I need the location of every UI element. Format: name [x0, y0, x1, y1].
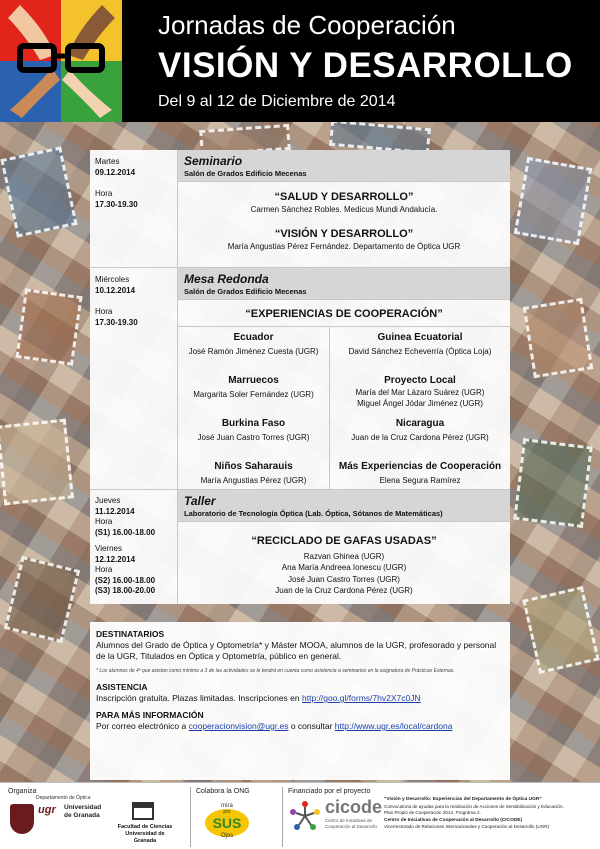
audience-text: Alumnos del Grado de Óptica y Optometría* y Máster MOOA, alumnos de la UGR, profesorado y personal de la UGR, Titulados en Óptica y Optometría, público en general. — [96, 640, 497, 661]
hour-value: (S2) 16.00-18.00 — [95, 575, 156, 585]
experience-name: Guinea Ecuatorial — [377, 332, 463, 343]
faculty-name — [115, 824, 175, 845]
experience-cell — [178, 370, 330, 413]
ong-word-por: por — [223, 809, 231, 815]
experience-cell — [178, 413, 330, 456]
session-content — [178, 150, 510, 267]
experience-cell — [330, 413, 510, 456]
faculty-line1: Facultad de Ciencias — [117, 824, 173, 830]
session-type: Taller — [184, 494, 216, 508]
ong-word-ojos: Ojos — [220, 833, 234, 839]
ugr-logo-text: ugr — [38, 804, 56, 816]
day-date: 11.12.2014 — [95, 506, 135, 516]
hour-label: Hora — [95, 565, 113, 574]
session-header — [178, 268, 510, 300]
info-box — [90, 622, 510, 780]
more-info-text: Por correo electrónico a — [96, 721, 187, 731]
experience-name: Marruecos — [228, 375, 279, 386]
funding-title: “Visión y Desarrollo: Experiencias del Departamento de Óptica UGR” — [384, 797, 542, 802]
hour-value: 17.30-19.30 — [95, 200, 138, 209]
faculty-building-icon — [132, 802, 154, 820]
more-info-or: o consultar — [290, 721, 333, 731]
workshop-person: Razvan Ghinea (UGR) — [303, 551, 385, 561]
experience-name: Burkina Faso — [221, 418, 286, 429]
session-heading: “EXPERIENCIAS DE COOPERACIÓN” — [178, 300, 510, 327]
organiza-label: Organiza — [8, 788, 37, 795]
financiado-label: Financiado por el proyecto — [288, 788, 371, 795]
funding-text — [384, 796, 594, 831]
experience-person: José Juan Castro Torres (UGR) — [197, 433, 310, 442]
photo-stamp — [513, 438, 592, 528]
attendance-heading: ASISTENCIA — [96, 682, 148, 692]
talk — [178, 214, 510, 251]
event-logo — [0, 0, 122, 122]
colabora-label: Colabora la ONG — [196, 788, 250, 795]
department-name: Departamento de Óptica — [36, 795, 91, 801]
session-place: Laboratorio de Tecnología Óptica (Lab. Óptica, Sótanos de Matemáticas) — [184, 509, 443, 518]
ong-word-sus: SUS — [212, 815, 242, 831]
schedule-row-mesa-redonda — [90, 267, 510, 489]
ong-word-mira: mira — [221, 803, 233, 809]
talk-speaker: María Angustias Pérez Fernández. Departamento de Óptica UGR — [227, 242, 461, 251]
day-column — [90, 490, 178, 604]
day-date: 10.12.2014 — [95, 286, 136, 295]
workshop-title: “RECICLADO DE GAFAS USADAS” — [251, 535, 437, 547]
experience-person: Juan de la Cruz Cardona Pérez (UGR) — [351, 433, 489, 442]
ugr-shield-icon — [10, 804, 34, 834]
photo-stamp — [15, 288, 82, 365]
hour-label: Hora — [95, 307, 113, 316]
photo-stamp — [0, 146, 77, 237]
day-name: Miércoles — [95, 275, 130, 284]
cicode-star-icon — [288, 799, 322, 833]
workshop — [178, 522, 510, 597]
faculty-line2: Universidad de Granada — [125, 831, 165, 844]
day-name: Martes — [95, 157, 120, 166]
session-content — [178, 268, 510, 489]
hour-label: Hora — [95, 517, 113, 526]
experience-cell — [330, 327, 510, 370]
photo-stamp — [522, 586, 600, 674]
session-type: Seminario — [184, 154, 243, 168]
ugr-univ-line1: Universidad — [64, 804, 102, 811]
experience-person: Elena Segura Ramírez — [379, 476, 461, 485]
event-title: VISIÓN Y DESARROLLO — [158, 46, 573, 85]
website-link[interactable]: http://www.ugr.es/local/cardona — [334, 721, 453, 731]
event-dates: Del 9 al 12 de Diciembre de 2014 — [158, 93, 396, 110]
header-banner — [0, 0, 600, 122]
funding-line: Vicerrectorado de Relaciones Internacionales y Cooperación al Desarrollo (UGR) — [384, 824, 550, 829]
funding-line: Plan Propio de Cooperación 2014. Programa 2. — [384, 810, 481, 815]
schedule-row-taller — [90, 489, 510, 604]
hour-label: Hora — [95, 189, 113, 198]
experience-name: Ecuador — [233, 332, 274, 343]
workshop-person: José Juan Castro Torres (UGR) — [288, 574, 400, 584]
talk-title: “SALUD Y DESARROLLO” — [274, 191, 414, 203]
hands-glasses-icon — [0, 0, 122, 122]
more-info-line — [96, 721, 504, 732]
session-header — [178, 150, 510, 182]
funding-centre: Centro de Iniciativas de Cooperación al Desarrollo (CICODE) — [384, 817, 523, 823]
funding-line: Convocatoria de ayudas para la realización de Acciones de Sensibilización y Educación. — [384, 803, 564, 809]
hour-value: 17.30-19.30 — [95, 318, 138, 327]
cicode-logo-text: cicode — [325, 797, 383, 817]
footer-divider — [282, 787, 283, 847]
attendance-text: Inscripción gratuita. Plazas limitadas. Inscripciones en — [96, 693, 300, 703]
talk-title: “VISIÓN Y DESARROLLO” — [274, 228, 414, 240]
day-date: 12.12.2014 — [95, 554, 136, 564]
experience-person: Miguel Ángel Jódar Jiménez (UGR) — [357, 399, 483, 408]
experience-name: Más Experiencias de Cooperación — [338, 461, 502, 472]
experience-name: Nicaragua — [395, 418, 445, 429]
ugr-univ-line2: de Granada — [64, 812, 100, 819]
experience-name: Proyecto Local — [384, 375, 456, 386]
experience-person: David Sánchez Echeverría (Óptica Loja) — [348, 347, 492, 356]
experience-cell — [178, 327, 330, 370]
day-column — [90, 150, 178, 267]
sponsors-footer — [0, 782, 600, 849]
registration-link[interactable]: http://goo.gl/forms/7hv2X7c0JN — [302, 693, 421, 703]
photo-stamp — [523, 298, 594, 378]
experience-person: María Angustias Pérez (UGR) — [200, 476, 307, 485]
day-date: 09.12.2014 — [95, 168, 136, 177]
event-subtitle: Jornadas de Cooperación — [158, 10, 456, 40]
ugr-university-name — [64, 804, 101, 820]
photo-stamp — [514, 157, 593, 245]
session-header — [178, 490, 510, 522]
experience-cell — [330, 370, 510, 413]
attendance-line — [96, 693, 504, 704]
day-name: Jueves — [95, 496, 121, 505]
day-name: Viernes — [95, 544, 122, 553]
audience-note: * Los alumnos de 4º que asistan como mínimo a 3 de las actividades se le tendrá en cuenta como asistencia a seminarios en la asignatura de Prácticas Externas. — [96, 668, 455, 674]
photo-stamp — [4, 556, 80, 643]
schedule-row-seminario — [90, 150, 510, 267]
experience-person: María del Mar Lázaro Suárez (UGR) — [355, 388, 485, 397]
photo-stamp — [0, 419, 74, 506]
cicode-subtitle: Centro de Iniciativas de Cooperación al Desarrollo — [325, 818, 378, 829]
day-column — [90, 268, 178, 489]
session-type: Mesa Redonda — [184, 272, 269, 286]
footer-divider — [190, 787, 191, 847]
experience-person: Margarita Soler Fernández (UGR) — [193, 390, 314, 399]
mira-por-sus-ojos-logo — [203, 799, 251, 839]
experience-name: Niños Saharauis — [214, 461, 293, 472]
more-info-heading: PARA MÁS INFORMACIÓN — [96, 710, 204, 720]
schedule-panel — [90, 150, 510, 604]
hour-value: (S1) 16.00-18.00 — [95, 527, 156, 537]
session-content — [178, 490, 510, 604]
workshop-person: Ana María Andreea Ionescu (UGR) — [281, 563, 407, 572]
audience-heading: DESTINATARIOS — [96, 629, 165, 639]
session-place: Salón de Grados Edificio Mecenas — [184, 287, 307, 296]
experience-person: José Ramón Jiménez Cuesta (UGR) — [188, 347, 319, 356]
talk-speaker: Carmen Sánchez Robles. Medicus Mundi Andalucía. — [250, 205, 438, 214]
experience-grid — [178, 327, 510, 499]
talk — [178, 182, 510, 214]
hour-value: (S3) 18.00-20.00 — [95, 586, 156, 595]
workshop-person: Juan de la Cruz Cardona Pérez (UGR) — [275, 586, 413, 595]
session-place: Salón de Grados Edificio Mecenas — [184, 169, 307, 178]
contact-email-link[interactable]: cooperacionvision@ugr.es — [188, 721, 289, 731]
